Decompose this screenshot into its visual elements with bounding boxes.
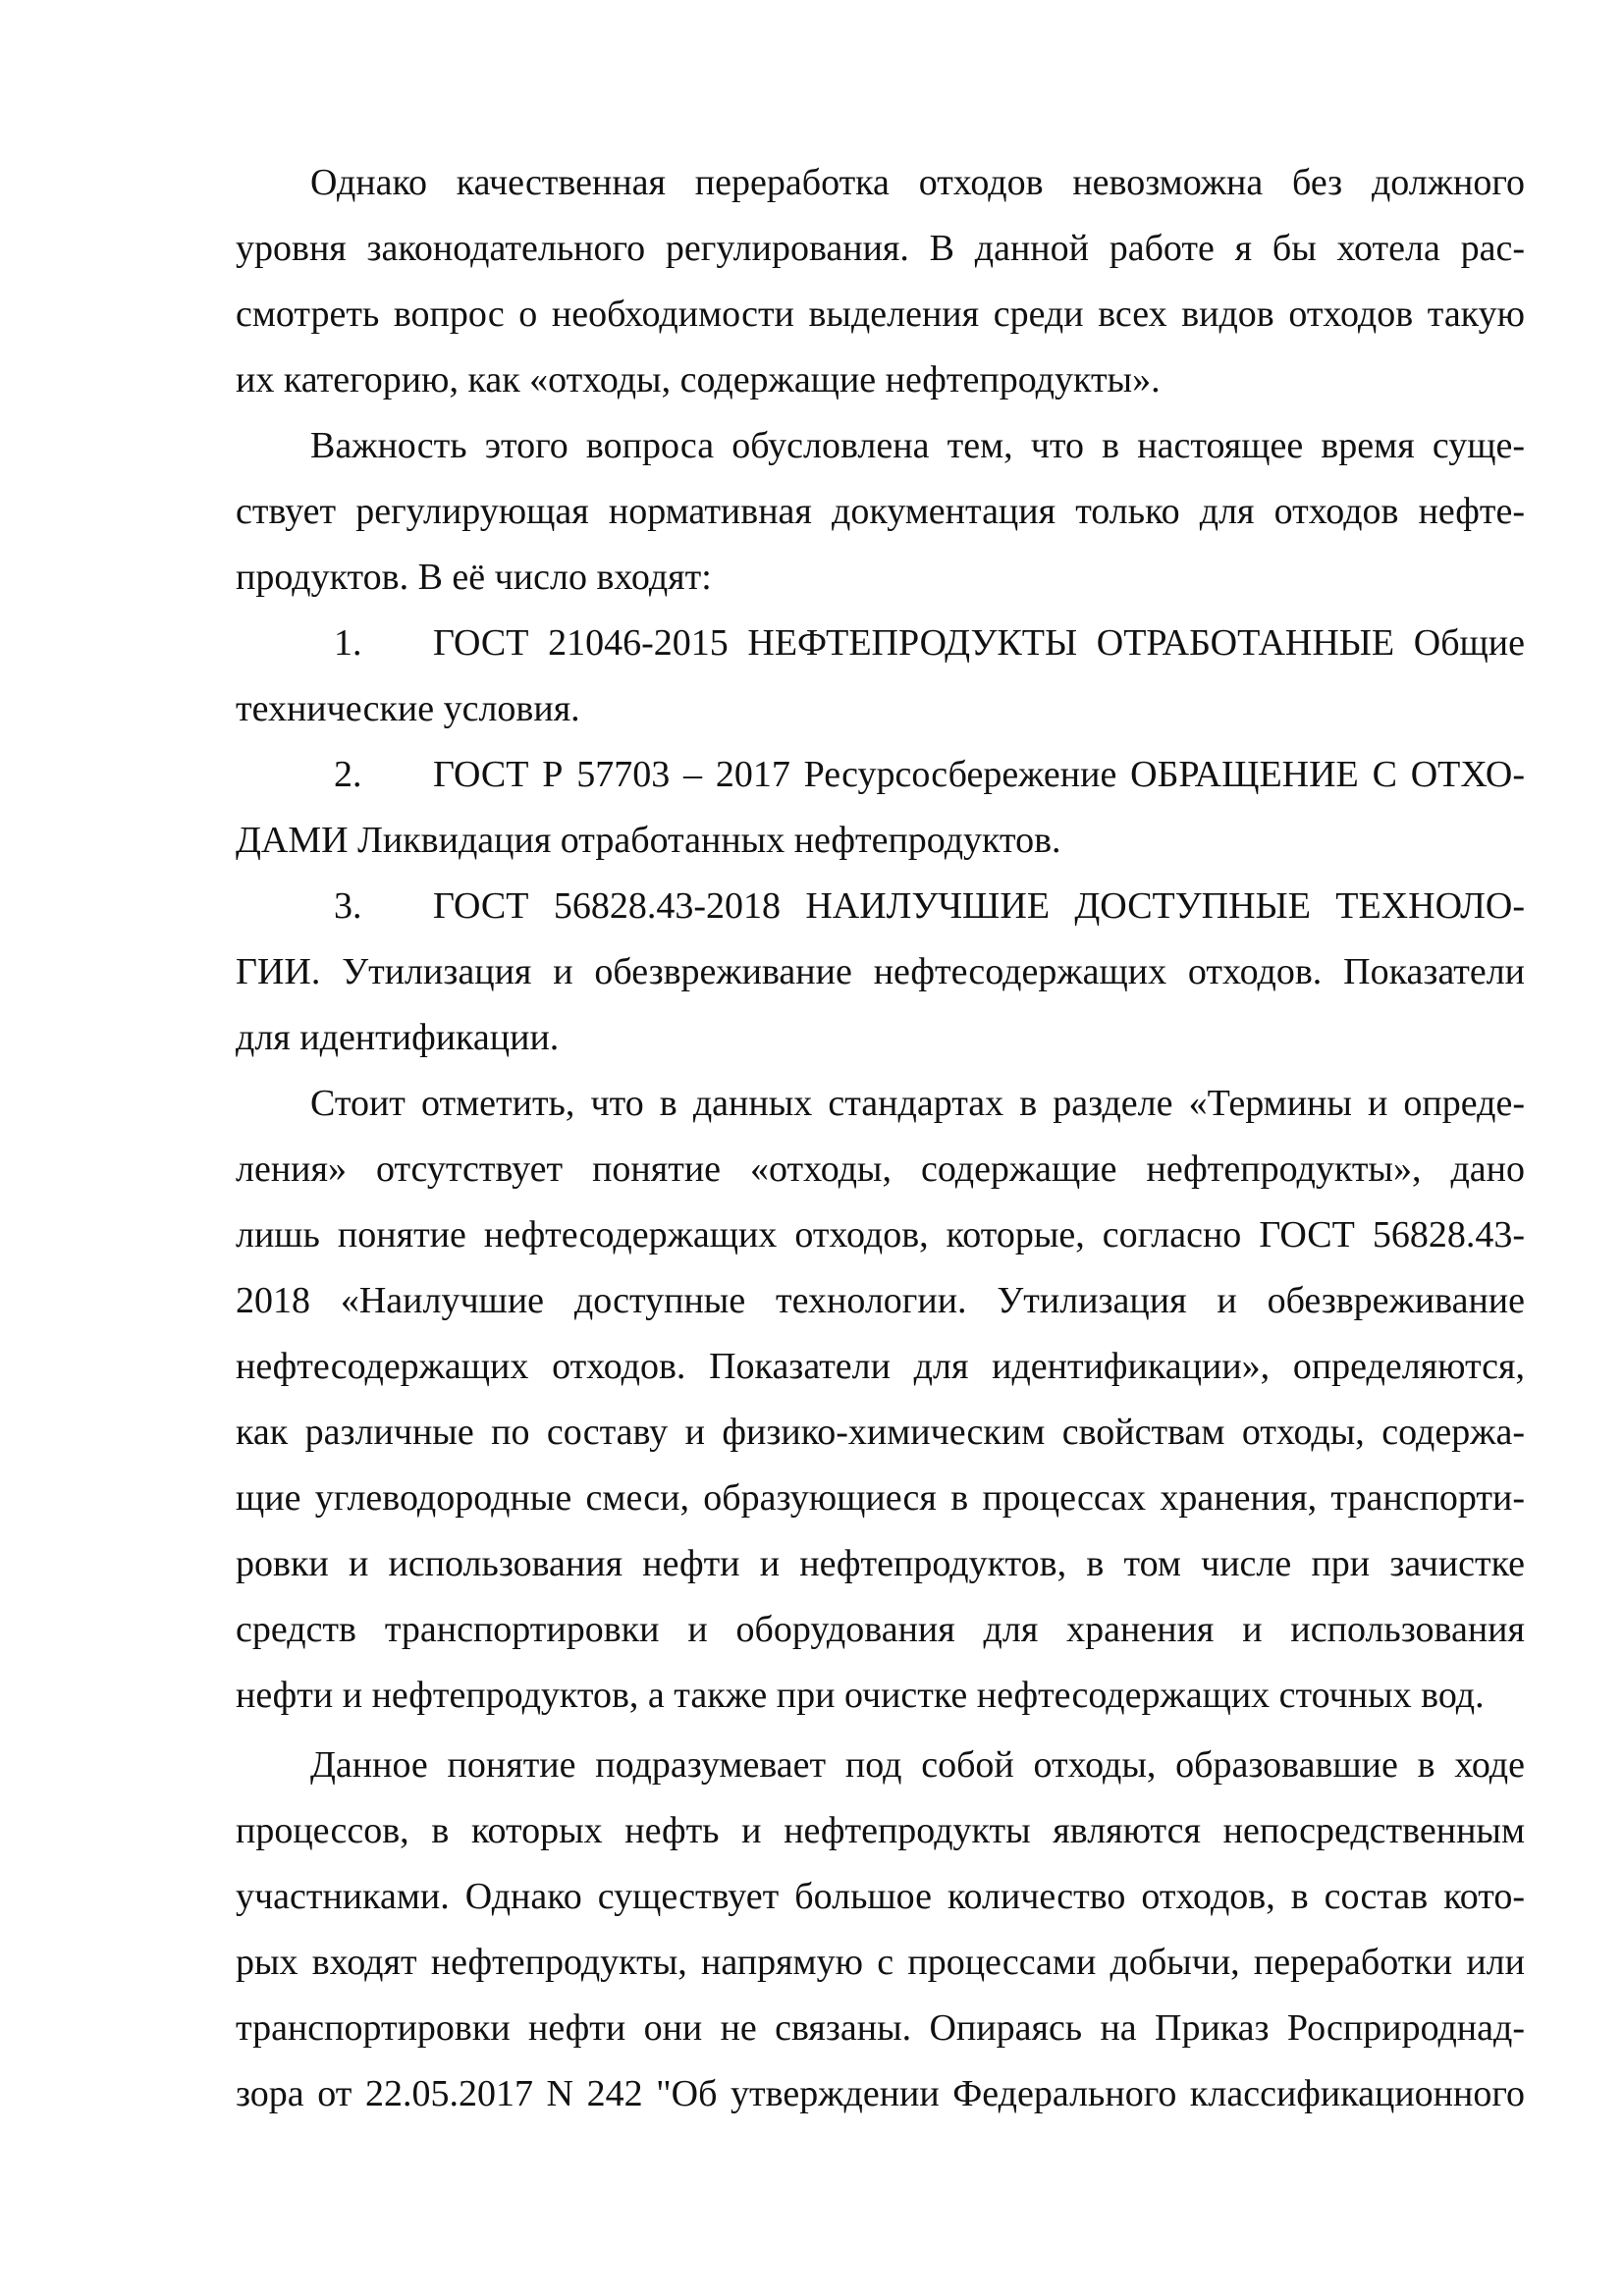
list-item-1-number: 1. <box>334 622 362 664</box>
list-item-2 <box>236 742 1525 807</box>
p4-line-3: участниками. Однако существует большое количество отходов, в состав кото- <box>236 1876 1525 1917</box>
p4-line-5: транспортировки нефти они не связаны. Опираясь на Приказ Росприроднад- <box>236 2007 1525 2049</box>
p2-line-2: ствует регулирующая нормативная документация только для отходов нефте- <box>236 491 1525 532</box>
p4-line-6: зора от 22.05.2017 N 242 "Об утверждении Федерального классификационного <box>236 2073 1525 2114</box>
p3-line-6: как различные по составу и физико-химическим свойствам отходы, содержа- <box>236 1412 1525 1453</box>
p4-line-2: процессов, в которых нефть и нефтепродукты являются непосредственным <box>236 1810 1525 1851</box>
list-item-3-number: 3. <box>334 885 362 927</box>
p3-line-8: ровки и использования нефти и нефтепродуктов, в том числе при зачистке <box>236 1543 1525 1584</box>
list-item-3-line-1: ГОСТ 56828.43-2018 НАИЛУЧШИЕ ДОСТУПНЫЕ ТЕХНОЛО- <box>433 885 1525 927</box>
p2-line-3: продуктов. В её число входят: <box>236 557 712 598</box>
p1-line-3: смотреть вопрос о необходимости выделения среди всех видов отходов такую <box>236 294 1525 335</box>
p1-line-2: уровня законодательного регулирования. В данной работе я бы хотела рас- <box>236 228 1525 269</box>
list-item-1-line-2: технические условия. <box>236 688 580 729</box>
p3-line-2: ления» отсутствует понятие «отходы, содержащие нефтепродукты», дано <box>236 1148 1525 1190</box>
list-item-2-number: 2. <box>334 754 362 795</box>
p1-line-4: их категорию, как «отходы, содержащие нефтепродукты». <box>236 359 1161 400</box>
list-item-1 <box>236 611 1525 675</box>
list-item-2-line-2: ДАМИ Ликвидация отработанных нефтепродуктов. <box>236 820 1061 861</box>
list-item-2-line-1: ГОСТ Р 57703 – 2017 Ресурсосбережение ОБРАЩЕНИЕ С ОТХО- <box>433 754 1525 795</box>
p4-line-4: рых входят нефтепродукты, напрямую с процессами добычи, переработки или <box>236 1942 1525 1983</box>
p3-line-4: 2018 «Наилучшие доступные технологии. Утилизация и обезвреживание <box>236 1280 1525 1321</box>
list-item-3-line-3: для идентификации. <box>236 1017 560 1058</box>
list-item-3 <box>236 874 1525 938</box>
p3-line-9: средств транспортировки и оборудования для хранения и использования <box>236 1609 1525 1650</box>
p1-line-1: Однако качественная переработка отходов невозможна без должного <box>310 162 1525 203</box>
p3-line-1: Стоит отметить, что в данных стандартах в разделе «Термины и опреде- <box>310 1083 1525 1124</box>
p2-line-1: Важность этого вопроса обусловлена тем, что в настоящее время суще- <box>310 425 1525 466</box>
p4-line-1: Данное понятие подразумевает под собой отходы, образовавшие в ходе <box>310 1744 1525 1786</box>
p3-line-10: нефти и нефтепродуктов, а также при очистке нефтесодержащих сточных вод. <box>236 1675 1485 1716</box>
list-item-1-line-1: ГОСТ 21046-2015 НЕФТЕПРОДУКТЫ ОТРАБОТАННЫЕ Общие <box>433 622 1525 664</box>
list-item-3-line-2: ГИИ. Утилизация и обезвреживание нефтесодержащих отходов. Показатели <box>236 951 1525 992</box>
p3-line-7: щие углеводородные смеси, образующиеся в процессах хранения, транспорти- <box>236 1477 1525 1519</box>
p3-line-5: нефтесодержащих отходов. Показатели для идентификации», определяются, <box>236 1346 1525 1387</box>
p3-line-3: лишь понятие нефтесодержащих отходов, которые, согласно ГОСТ 56828.43- <box>236 1214 1525 1255</box>
